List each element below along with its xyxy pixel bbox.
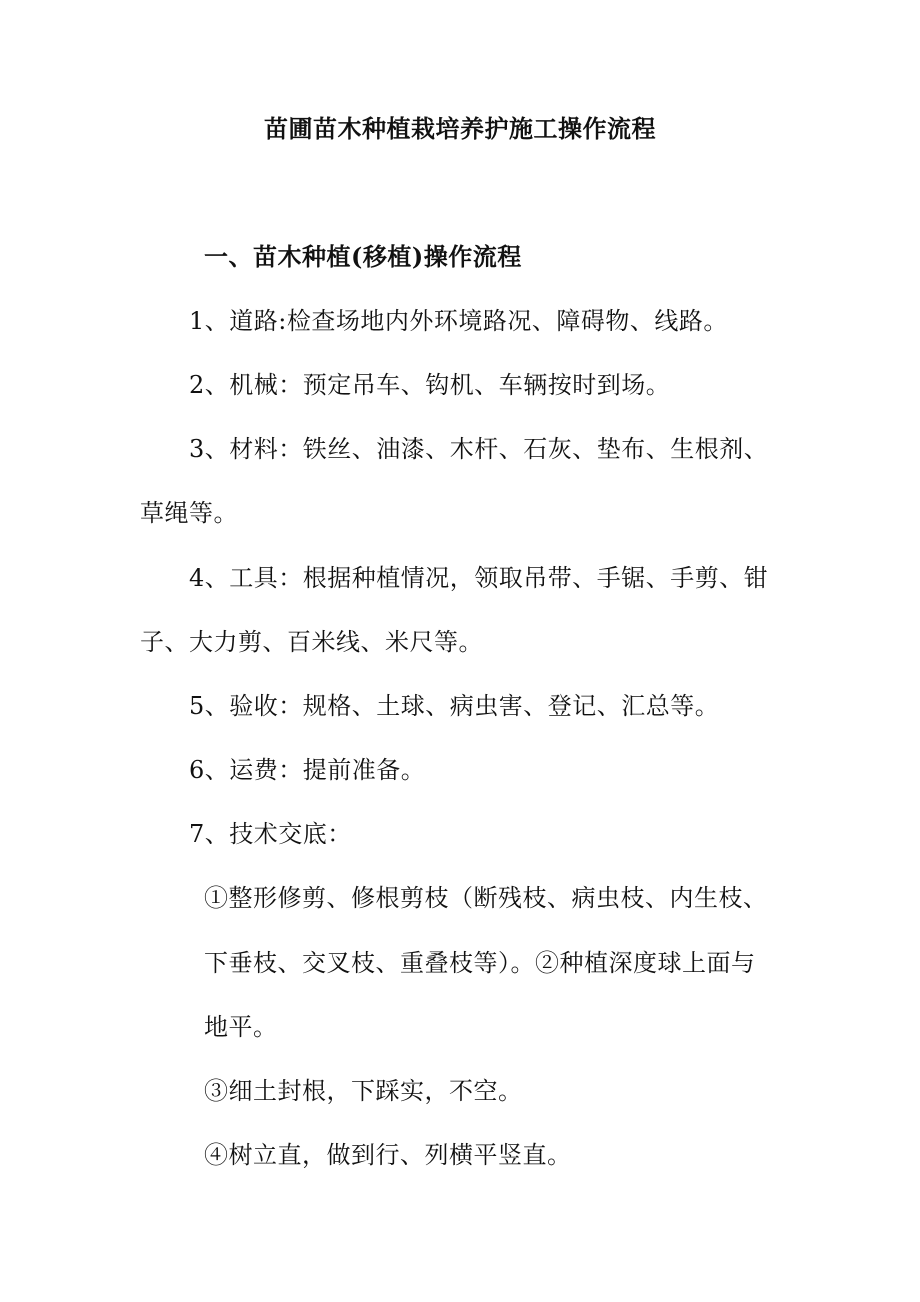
list-item-acceptance: 5、验收：规格、土球、病虫害、登记、汇总等。	[189, 692, 720, 720]
list-item-roads: 1、道路:检查场地内外环境路况、障碍物、线路。	[189, 307, 728, 335]
sub-item-pruning-line-2: 下垂枝、交叉枝、重叠枝等）。②种植深度球上面与	[204, 949, 756, 977]
list-item-tools-line-1: 4、工具：根据种植情况，领取吊带、手锯、手剪、钳	[189, 564, 769, 592]
list-item-machinery: 2、机械：预定吊车、钩机、车辆按时到场。	[189, 371, 671, 399]
list-item-materials-line-2: 草绳等。	[140, 499, 238, 527]
sub-item-soil-sealing: ③细土封根，下踩实，不空。	[204, 1077, 523, 1105]
list-item-tools-line-2: 子、大力剪、百米线、米尺等。	[140, 628, 483, 656]
list-item-technical-briefing: 7、技术交底：	[189, 820, 352, 848]
section-heading: 一、苗木种植(移植)操作流程	[204, 242, 522, 271]
sub-item-pruning-line-1: ①整形修剪、修根剪枝（断残枝、病虫枝、内生枝、	[204, 884, 768, 912]
sub-item-tree-alignment: ④树立直，做到行、列横平竖直。	[204, 1141, 572, 1169]
list-item-materials-line-1: 3、材料：铁丝、油漆、木杆、石灰、垫布、生根剂、	[189, 435, 769, 463]
document-title: 苗圃苗木种植栽培养护施工操作流程	[264, 114, 656, 143]
sub-item-pruning-line-3: 地平。	[204, 1013, 278, 1041]
list-item-freight: 6、运费：提前准备。	[189, 756, 426, 784]
